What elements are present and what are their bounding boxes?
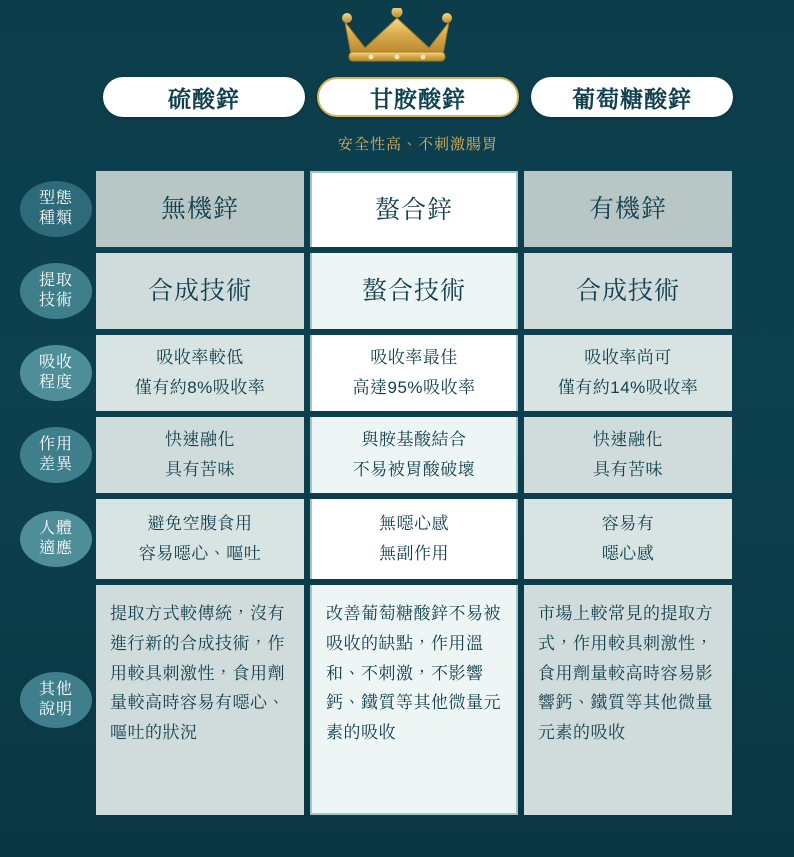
cell-text-line2: 具有苦味 xyxy=(593,460,663,479)
row-label-line1: 人體 xyxy=(38,520,73,537)
cell-text-line1: 快速融化 xyxy=(165,430,235,450)
cell-text: 合成技術 xyxy=(575,276,680,305)
cell-r4-c1 xyxy=(96,417,304,493)
row-label-tolerance xyxy=(20,511,92,567)
cell-text: 螯合技術 xyxy=(361,276,466,305)
cell-text-line1: 容易有 xyxy=(601,514,655,534)
row-label-line2: 程度 xyxy=(38,374,73,391)
cell-r6-c3 xyxy=(524,585,732,815)
cell-text-line2: 不易被胃酸破壞 xyxy=(352,460,476,479)
cell-text-line2: 僅有約14%吸收率 xyxy=(557,378,699,397)
cell-r1-c1 xyxy=(96,171,304,247)
table-row xyxy=(38,171,738,247)
row-label-notes xyxy=(20,672,92,728)
row-label-line2: 差異 xyxy=(38,456,73,473)
cell-text-line2: 容易噁心、嘔吐 xyxy=(138,544,262,563)
cell-r3-c2 xyxy=(310,335,518,411)
row-label-extraction xyxy=(20,263,92,319)
cell-text-line1: 吸收率較低 xyxy=(156,348,244,368)
comparison-table xyxy=(38,171,738,821)
highlight-subtitle: 安全性高、不刺激腸胃 xyxy=(337,136,498,153)
column-header-1: 硫酸鋅 xyxy=(103,77,305,117)
cell-text-line1: 無噁心感 xyxy=(379,514,449,534)
cell-r6-c2 xyxy=(310,585,518,815)
cell-text-line2: 無副作用 xyxy=(379,544,449,563)
row-label-type xyxy=(20,181,92,237)
cell-r3-c1 xyxy=(96,335,304,411)
row-label-line2: 說明 xyxy=(38,701,73,718)
row-label-line1: 提取 xyxy=(38,272,73,289)
cell-text: 有機鋅 xyxy=(588,194,667,223)
cell-text-line2: 僅有約8%吸收率 xyxy=(134,378,266,397)
cell-text-line1: 吸收率尚可 xyxy=(584,348,672,368)
cell-text-line2: 噁心感 xyxy=(601,544,655,563)
cell-r6-c1 xyxy=(96,585,304,815)
cell-text-line1: 吸收率最佳 xyxy=(370,348,458,368)
cell-r5-c1 xyxy=(96,499,304,579)
cell-text: 合成技術 xyxy=(147,276,252,305)
crown-decoration xyxy=(0,8,794,68)
row-label-action xyxy=(20,427,92,483)
cell-r3-c3 xyxy=(524,335,732,411)
row-label-line1: 其他 xyxy=(38,681,73,698)
table-row xyxy=(38,585,738,815)
table-row xyxy=(38,335,738,411)
cell-text-line1: 避免空腹食用 xyxy=(147,514,253,534)
cell-r1-c2 xyxy=(310,171,518,247)
cell-r5-c3 xyxy=(524,499,732,579)
row-label-absorption xyxy=(20,345,92,401)
cell-r5-c2 xyxy=(310,499,518,579)
cell-text: 提取方式較傳統，沒有進行新的合成技術，作用較具刺激性，食用劑量較高時容易有噁心、嘔吐的狀況 xyxy=(110,604,285,742)
cell-r2-c1 xyxy=(96,253,304,329)
cell-r4-c3 xyxy=(524,417,732,493)
crown-icon xyxy=(339,8,455,69)
table-row xyxy=(38,499,738,579)
cell-text: 改善葡萄糖酸鋅不易被吸收的缺點，作用溫和、不刺激，不影響鈣、鐵質等其他微量元素的吸收 xyxy=(326,604,501,742)
row-label-line1: 型態 xyxy=(38,190,73,207)
table-row xyxy=(38,417,738,493)
cell-r1-c3 xyxy=(524,171,732,247)
column-headers xyxy=(0,77,794,121)
cell-r4-c2 xyxy=(310,417,518,493)
row-label-line2: 適應 xyxy=(38,540,73,557)
cell-text-line2: 具有苦味 xyxy=(165,460,235,479)
row-label-line2: 技術 xyxy=(38,292,73,309)
cell-text-line1: 與胺基酸結合 xyxy=(361,430,467,450)
cell-r2-c2 xyxy=(310,253,518,329)
cell-text-line1: 快速融化 xyxy=(593,430,663,450)
cell-text: 螯合鋅 xyxy=(374,195,453,224)
cell-r2-c3 xyxy=(524,253,732,329)
row-label-line1: 作用 xyxy=(38,436,73,453)
column-header-3: 葡萄糖酸鋅 xyxy=(531,77,733,117)
row-label-line2: 種類 xyxy=(38,210,73,227)
column-header-2: 甘胺酸鋅 xyxy=(317,77,519,117)
cell-text: 無機鋅 xyxy=(160,194,239,223)
cell-text-line2: 高達95%吸收率 xyxy=(352,378,476,397)
table-row xyxy=(38,253,738,329)
cell-text: 市場上較常見的提取方式，作用較具刺激性，食用劑量較高時容易影響鈣、鐵質等其他微量元素的吸收 xyxy=(538,604,713,742)
row-label-line1: 吸收 xyxy=(38,354,73,371)
